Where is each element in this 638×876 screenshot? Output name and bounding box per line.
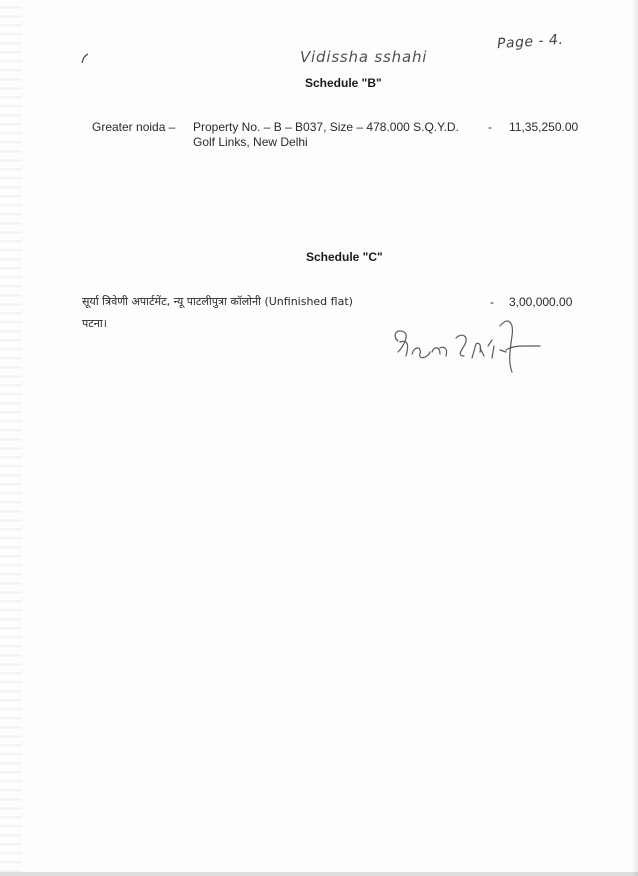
scan-edge-bottom xyxy=(0,872,638,876)
handwritten-page-number: Page - 4. xyxy=(496,31,564,53)
schedule-c-heading: Schedule "C" xyxy=(306,250,383,264)
handwritten-signature xyxy=(388,316,543,376)
schedule-b-description-line2: Golf Links, New Delhi xyxy=(193,135,308,149)
schedule-c-amount: 3,00,000.00 xyxy=(509,295,573,309)
handwritten-name: Vidissha sshahi xyxy=(300,48,428,66)
scan-edge-right xyxy=(632,0,638,876)
schedule-b-description-line1: Property No. – B – B037, Size – 478.000 S.Q.Y.D. xyxy=(193,120,459,134)
schedule-c-description-line1: सूर्या त्रिवेणी अपार्टमेंट, न्यू पाटलीपुत्रा कॉलोनी (Unfinished flat) xyxy=(82,295,353,308)
scan-edge-left xyxy=(0,0,22,876)
pen-mark-icon xyxy=(80,52,90,64)
schedule-c-description-line2: पटना। xyxy=(82,317,107,330)
schedule-b-dash: - xyxy=(488,120,492,134)
schedule-b-amount: 11,35,250.00 xyxy=(509,120,579,134)
schedule-c-dash: - xyxy=(490,295,494,309)
schedule-b-heading: Schedule "B" xyxy=(305,76,382,90)
schedule-b-location: Greater noida – xyxy=(92,120,176,134)
